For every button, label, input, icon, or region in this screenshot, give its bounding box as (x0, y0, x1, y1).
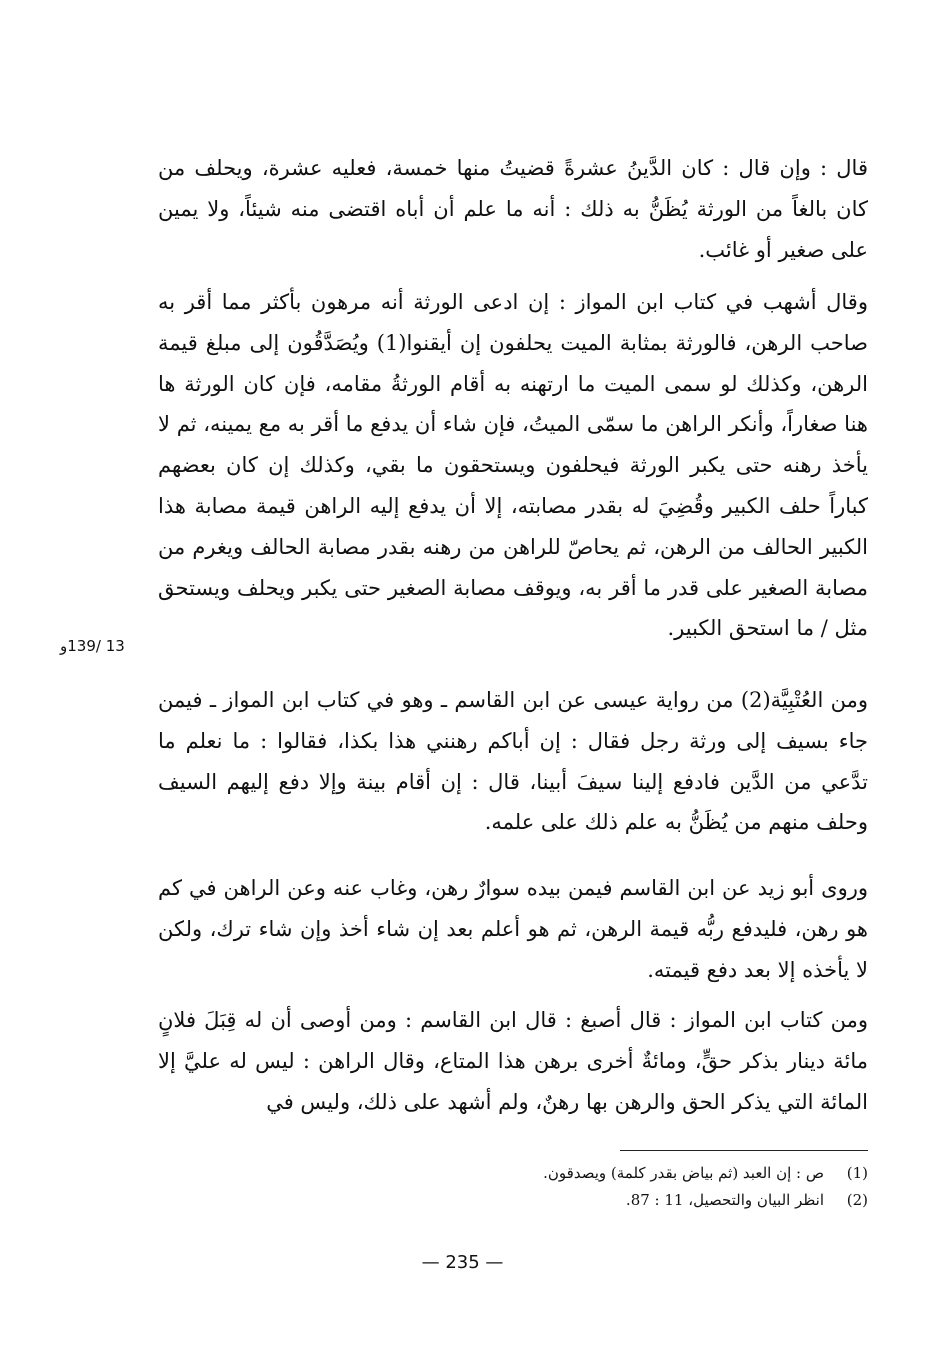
paragraph-text: وروى أبو زيد عن ابن القاسم فيمن بيده سوارٌ رهن، وغاب عنه وعن الراهن في كم هو رهن، فليدفع ربُّه قيمة الرهن، ثم هو أعلم بعد إن شاء أخذ وإن شاء ترك، ولكن لا يأخذه إلا بعد دفع قيمته. (158, 876, 868, 982)
paragraph-2 (158, 282, 868, 649)
paragraph-text: ومن كتاب ابن المواز : قال أصبغ : قال ابن القاسم : ومن أوصى أن له قِبَلَ فلانٍ مائة دينار بذكر حقٍّ، ومائةٌ أخرى برهن هذا المتاع، وقال الراهن : ليس له عليَّ إلا المائة التي يذكر الحق والرهن بها رهنٌ، ولم أشهد على ذلك، وليس في (158, 1008, 868, 1114)
paragraph-text: ومن العُتْبِيَّة(2) من رواية عيسى عن ابن القاسم ـ وهو في كتاب ابن المواز ـ فيمن جاء بسيف إلى ورثة رجل فقال : إن أباكم رهنني هذا بكذا، فقالوا : ما نعلم ما تدَّعي من الدَّين فادفع إلينا سيفَ أبينا، قال : إن أقام بينة وإلا دفع إليهم السيف وحلف منهم من يُظَنُّ به علم ذلك على علمه. (158, 688, 868, 835)
manuscript-folio-note: 13 /139و (60, 637, 125, 655)
paragraph-1 (158, 148, 868, 270)
footnote-1 (300, 1160, 868, 1187)
paragraph-text: وقال أشهب في كتاب ابن المواز : إن ادعى الورثة أنه مرهون بأكثر مما أقر به صاحب الرهن، فالورثة بمثابة الميت يحلفون إن أيقنوا(1) ويُصَدَّقُون إلى مبلغ قيمة الرهن، وكذلك لو سمى الميت ما ارتهنه به أقام الورثةُ مقامه، فإن كان الورثة ها هنا صغاراً، وأنكر الراهن ما سمّى الميتُ، فإن شاء أن يدفع ما أقر به مع يمينه، ثم لا يأخذ رهنه حتى يكبر الورثة فيحلفون ويستحقون ما بقي، وكذلك إن كان بعضهم كباراً حلف الكبير وقُضِيَ له بقدر مصابته، إلا أن يدفع إليه الراهن قيمة مصابة هذا الكبير الحالف من الرهن، ثم يحاصّ للراهن من رهنه بقدر مصابة الحالف ويغرم من مصابة الصغير على قدر ما أقر به، ويوقف مصابة الصغير حتى يكبر ويحلف ويستحق مثل / ما استحق الكبير. (158, 290, 868, 641)
footnote-divider (620, 1150, 868, 1151)
page-number: — 235 — (421, 1252, 504, 1273)
paragraph-5 (158, 1000, 868, 1122)
paragraph-3 (158, 680, 868, 843)
footnotes (300, 1160, 868, 1214)
footnote-2 (300, 1187, 868, 1214)
footnote-text: انظر البيان والتحصيل، 11 : 87. (625, 1191, 824, 1209)
footnote-text: ص : إن العبد (ثم بياض بقدر كلمة) ويصدقون. (543, 1164, 824, 1182)
footnote-number: (2) (846, 1191, 868, 1209)
paragraph-text: قال : وإن قال : كان الدَّينُ عشرةً قضيتُ منها خمسة، فعليه عشرة، ويحلف من كان بالغاً من الورثة يُظَنُّ به ذلك : أنه ما علم أن أباه اقتضى منه شيئاً، ولا يمين على صغير أو غائب. (158, 156, 868, 262)
paragraph-4 (158, 868, 868, 990)
footnote-number: (1) (846, 1164, 868, 1182)
